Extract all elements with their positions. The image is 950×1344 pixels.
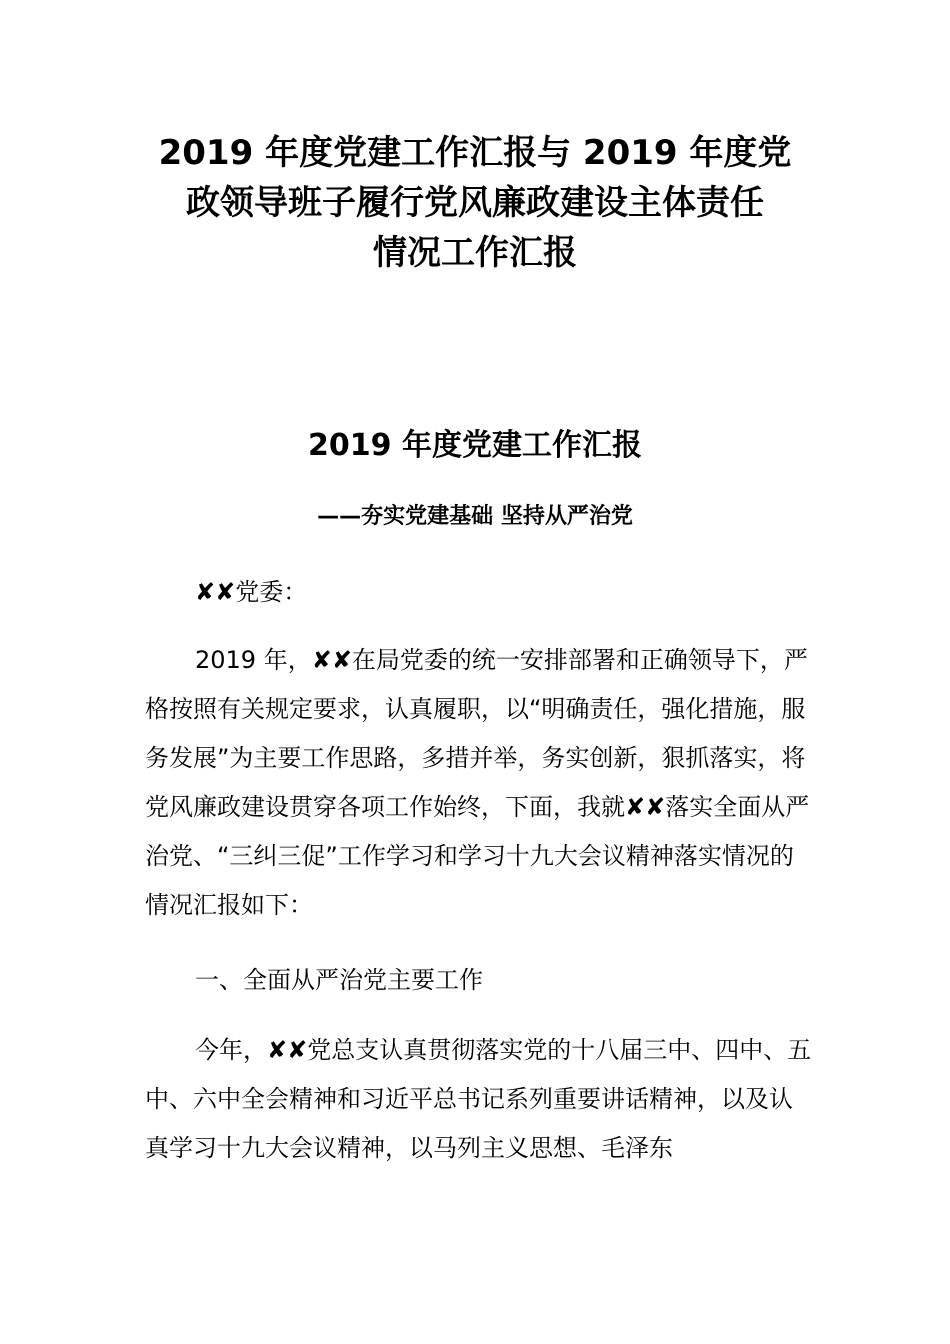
document-title — [130, 128, 820, 278]
document-title-line-3: 情况工作汇报 — [373, 233, 577, 273]
paragraph-2: 今年，✘✘党总支认真贯彻落实党的十八届三中、四中、五中、六中全会精神和习近平总书记系列重要讲话精神，以及认真学习十九大会议精神，以马列主义思想、毛泽东 — [145, 1036, 812, 1162]
document-title-line-1: 2019 年度党建工作汇报与 2019 年度党 — [158, 133, 792, 173]
section-title: 2019 年度党建工作汇报 — [308, 428, 642, 463]
section-subtitle: ——夯实党建基础 坚持从严治党 — [317, 504, 633, 529]
salutation: ✘✘党委： — [195, 578, 308, 606]
paragraph-1: 2019 年，✘✘在局党委的统一安排部署和正确领导下，严格按照有关规定要求，认真履职，以“明确责任，强化措施，服务发展”为主要工作思路，多措并举，务实创新，狠抓落实，将党风廉政建设贯穿各项工作始终，下面，我就✘✘落实全面从严治党、“三纠三促”工作学习和学习十九大会议精神落实情况的情况汇报如下： — [145, 646, 810, 919]
document-title-line-2: 政领导班子履行党风廉政建设主体责任 — [186, 183, 764, 223]
heading-1: 一、全面从严治党主要工作 — [195, 966, 483, 994]
